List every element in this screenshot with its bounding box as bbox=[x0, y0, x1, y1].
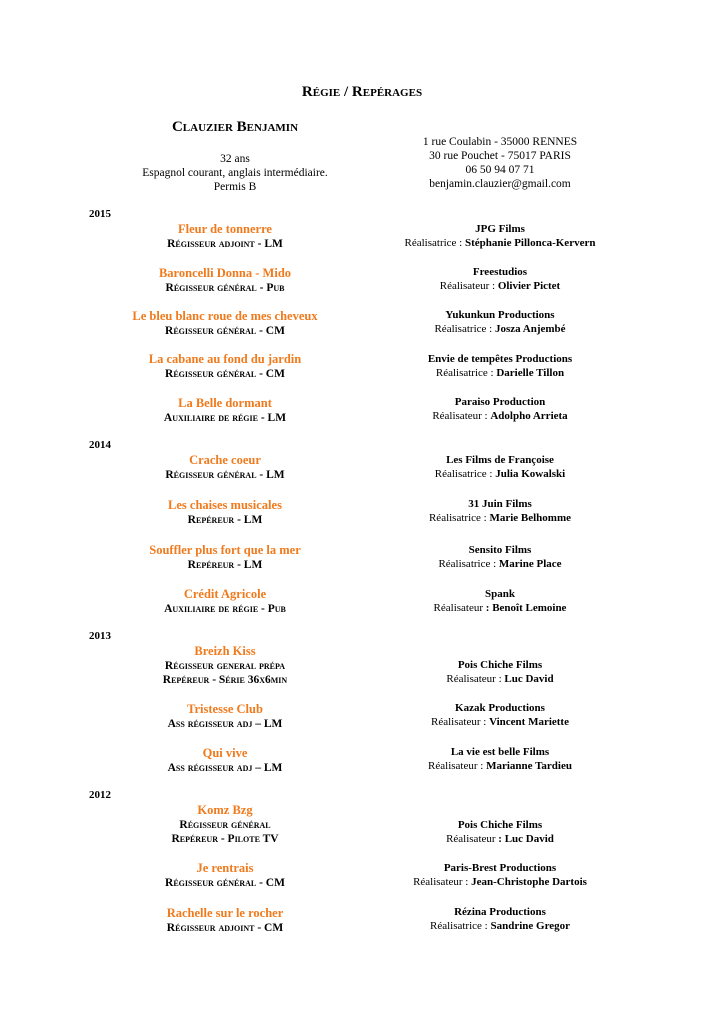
director-name: Julia Kowalski bbox=[495, 468, 566, 480]
project-role: Régisseur general prépa bbox=[164, 660, 286, 672]
project bbox=[105, 643, 345, 687]
project-title: Breizh Kiss bbox=[194, 644, 256, 658]
project-role: Auxiliaire de régie - LM bbox=[163, 412, 287, 424]
director-line bbox=[385, 875, 615, 889]
production bbox=[385, 497, 615, 525]
project-role: Régisseur général - CM bbox=[165, 877, 285, 889]
director-label: Réalisateur : bbox=[446, 673, 505, 685]
production-company: La vie est belle Films bbox=[450, 746, 550, 758]
project-role: Auxiliaire de régie - Pub bbox=[164, 603, 286, 615]
director-name: : Luc David bbox=[498, 833, 554, 845]
production-company: Kazak Productions bbox=[455, 702, 545, 714]
project bbox=[105, 497, 345, 527]
project-title: Qui vive bbox=[202, 746, 248, 760]
project-role: Ass régisseur adj – LM bbox=[167, 762, 283, 774]
project-title: Crache coeur bbox=[189, 453, 261, 467]
production bbox=[385, 543, 615, 571]
director-line bbox=[385, 409, 615, 423]
project-role: Régisseur général - CM bbox=[165, 325, 285, 337]
project-title: La cabane au fond du jardin bbox=[148, 352, 302, 366]
production-company: Spank bbox=[485, 588, 515, 600]
director-name: Josza Anjembé bbox=[494, 323, 566, 335]
languages: Espagnol courant, anglais intermédiaire. bbox=[142, 167, 328, 179]
director-name: Darielle Tillon bbox=[496, 367, 565, 379]
director-name: Marine Place bbox=[498, 558, 562, 570]
project-role: Régisseur général - LM bbox=[165, 469, 285, 481]
director-line bbox=[385, 557, 615, 571]
project-role: Repéreur - LM bbox=[187, 559, 263, 571]
project-title: Rachelle sur le rocher bbox=[166, 906, 284, 920]
year-2014: 2014 bbox=[89, 439, 111, 451]
year-2013: 2013 bbox=[89, 630, 111, 642]
project-title: Souffler plus fort que la mer bbox=[149, 543, 301, 557]
director-name: Marianne Tardieu bbox=[486, 760, 572, 772]
project bbox=[105, 351, 345, 381]
project bbox=[105, 860, 345, 890]
production bbox=[385, 395, 615, 423]
project-title: Crédit Agricole bbox=[183, 587, 267, 601]
project-role: Régisseur général - Pub bbox=[165, 282, 285, 294]
production-company: Envie de tempêtes Productions bbox=[427, 353, 573, 365]
project-role: Régisseur adjoint - CM bbox=[166, 922, 284, 934]
project bbox=[105, 265, 345, 295]
project-role: Régisseur général - CM bbox=[165, 368, 285, 380]
director-label: Réalisatrice : bbox=[434, 468, 496, 480]
production bbox=[385, 352, 615, 380]
project bbox=[105, 221, 345, 251]
director-name: Stéphanie Pillonca-Kervern bbox=[465, 237, 596, 249]
person-name: Clauzier Benjamin bbox=[171, 119, 299, 135]
project-role: Repéreur - LM bbox=[187, 514, 263, 526]
production-company: Sensito Films bbox=[468, 544, 532, 556]
director-label: Réalisatrice : bbox=[434, 323, 495, 335]
year-2012: 2012 bbox=[89, 789, 111, 801]
project bbox=[105, 802, 345, 846]
director-label: Réalisateur bbox=[446, 833, 499, 845]
director-label: Réalisateur : bbox=[428, 760, 487, 772]
director-name: Olivier Pictet bbox=[497, 280, 561, 292]
production bbox=[385, 905, 615, 933]
director-label: Réalisateur : bbox=[431, 716, 490, 728]
address-paris: 30 rue Pouchet - 75017 PARIS bbox=[429, 150, 571, 162]
director-line bbox=[385, 715, 615, 729]
production-company: Paraiso Production bbox=[454, 396, 546, 408]
project bbox=[105, 745, 345, 775]
director-name: Marie Belhomme bbox=[489, 512, 572, 524]
project-title: Le bleu blanc roue de mes cheveux bbox=[132, 309, 318, 323]
age: 32 ans bbox=[220, 153, 250, 165]
director-name: Luc David bbox=[504, 673, 554, 685]
production-company: Rézina Productions bbox=[454, 906, 546, 918]
production-company: Yukunkun Productions bbox=[445, 309, 555, 321]
production-company: Freestudios bbox=[472, 266, 528, 278]
director-label: Réalisatrice : bbox=[428, 512, 490, 524]
production bbox=[385, 308, 615, 336]
production-company: 31 Juin Films bbox=[468, 498, 532, 510]
director-label: Réalisateur : bbox=[439, 280, 498, 292]
phone: 06 50 94 07 71 bbox=[465, 164, 535, 176]
project-title: La Belle dormant bbox=[178, 396, 272, 410]
project bbox=[105, 395, 345, 425]
production bbox=[385, 453, 615, 481]
director-line bbox=[385, 366, 615, 380]
production bbox=[385, 587, 615, 615]
production bbox=[385, 701, 615, 729]
director-line bbox=[385, 919, 615, 933]
project-title: Komz Bzg bbox=[197, 803, 253, 817]
contact-info bbox=[385, 135, 615, 191]
project bbox=[105, 905, 345, 935]
personal-info bbox=[110, 152, 360, 194]
project-title: Fleur de tonnerre bbox=[178, 222, 272, 236]
production-company: JPG Films bbox=[475, 223, 525, 235]
production bbox=[385, 745, 615, 773]
production bbox=[385, 818, 615, 846]
director-line bbox=[385, 759, 615, 773]
director-label: Réalisateur bbox=[433, 602, 486, 614]
director-line bbox=[385, 672, 615, 686]
director-line bbox=[385, 279, 615, 293]
project-role: Régisseur général bbox=[179, 819, 271, 831]
project-title: Je rentrais bbox=[196, 861, 254, 875]
production-company: Les Films de Françoise bbox=[446, 454, 554, 466]
year-2015: 2015 bbox=[89, 208, 111, 220]
project bbox=[105, 542, 345, 572]
project-title: Les chaises musicales bbox=[168, 498, 282, 512]
director-name: Vincent Mariette bbox=[489, 716, 569, 728]
director-label: Réalisateur : bbox=[432, 410, 491, 422]
document-title: Régie / Repérages bbox=[301, 84, 423, 100]
project-role: Repéreur - Série 36x6min bbox=[162, 674, 288, 686]
project-title: Baroncelli Donna - Mido bbox=[158, 266, 292, 280]
production bbox=[385, 658, 615, 686]
production-company: Paris-Brest Productions bbox=[443, 862, 557, 874]
project bbox=[105, 701, 345, 731]
project-role: Repéreur - Pilote TV bbox=[171, 833, 279, 845]
director-label: Réalisatrice : bbox=[438, 558, 499, 570]
director-label: Réalisatrice : bbox=[435, 367, 497, 379]
production-company: Pois Chiche Films bbox=[457, 819, 543, 831]
director-line bbox=[385, 236, 615, 250]
director-name: Adolpho Arrieta bbox=[490, 410, 568, 422]
project bbox=[105, 586, 345, 616]
production-company: Pois Chiche Films bbox=[457, 659, 543, 671]
license: Permis B bbox=[213, 181, 257, 193]
project-title: Tristesse Club bbox=[187, 702, 263, 716]
project-role: Ass régisseur adj – LM bbox=[167, 718, 283, 730]
project bbox=[105, 308, 345, 338]
director-line bbox=[385, 832, 615, 846]
director-line bbox=[385, 322, 615, 336]
director-name: Jean-Christophe Dartois bbox=[471, 876, 587, 888]
project bbox=[105, 452, 345, 482]
director-line bbox=[385, 601, 615, 615]
director-line bbox=[385, 511, 615, 525]
director-label: Réalisateur : bbox=[413, 876, 472, 888]
director-name: : Benoît Lemoine bbox=[485, 602, 567, 614]
project-role: Régisseur adjoint - LM bbox=[167, 238, 283, 250]
director-label: Réalisatrice : bbox=[404, 237, 465, 249]
production bbox=[385, 265, 615, 293]
production bbox=[385, 222, 615, 250]
production bbox=[385, 861, 615, 889]
director-name: Sandrine Gregor bbox=[490, 920, 571, 932]
address-rennes: 1 rue Coulabin - 35000 RENNES bbox=[422, 136, 578, 148]
director-line bbox=[385, 467, 615, 481]
email: benjamin.clauzier@gmail.com bbox=[429, 178, 571, 190]
director-label: Réalisatrice : bbox=[429, 920, 491, 932]
